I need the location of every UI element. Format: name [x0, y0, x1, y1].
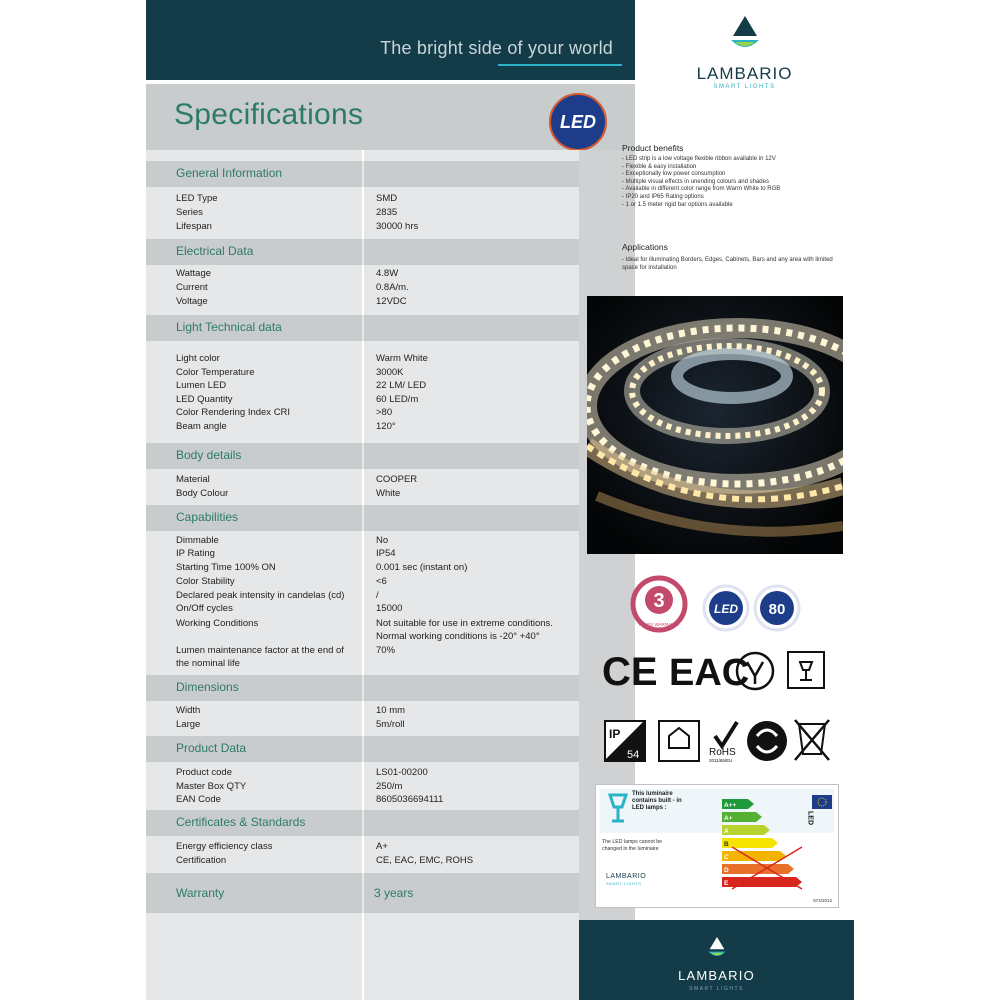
energy-label-text: This luminaire contains built - in LED lamps :	[632, 791, 682, 811]
spec-row	[146, 705, 579, 719]
spec-value: 30000 hrs	[376, 221, 419, 232]
section-title: Body details	[176, 448, 242, 462]
benefit-item: - LED strip is a low voltage flexible ribbon available in 12V	[622, 156, 776, 162]
spec-row	[146, 380, 579, 394]
spec-row	[146, 407, 579, 421]
spec-label: Dimmable	[176, 535, 219, 546]
compliance-marks	[587, 708, 843, 778]
spec-row	[146, 488, 579, 502]
section-header	[146, 736, 579, 762]
spec-value: <6	[376, 576, 387, 587]
spec-label: Declared peak intensity in candelas (cd)	[176, 590, 345, 601]
spec-label: Color Temperature	[176, 367, 255, 378]
compliance-icons	[587, 708, 843, 778]
spec-label: Working Conditions	[176, 618, 259, 629]
spec-row	[146, 221, 579, 235]
triangle-mark-icon	[747, 662, 763, 684]
section-header	[146, 505, 579, 531]
led-strip-image	[587, 296, 843, 554]
energy-label-side: LED	[806, 811, 814, 825]
spec-row	[146, 781, 579, 795]
energy-class: B	[724, 841, 729, 848]
spec-value: 22 LM/ LED	[376, 380, 427, 391]
section-divider	[362, 873, 364, 913]
ip-number: 54	[627, 749, 640, 761]
spec-label: Lumen maintenance factor at the end of the nominal life	[176, 645, 344, 669]
spec-label: Width	[176, 705, 201, 716]
spec-label: Energy efficiency class	[176, 841, 273, 852]
spec-row	[146, 719, 579, 733]
lamp-icon	[800, 662, 812, 680]
rohs-icon: RoHS	[709, 747, 736, 758]
spec-sheet	[146, 0, 854, 1000]
spec-label: Beam angle	[176, 421, 227, 432]
spec-label: IP Rating	[176, 548, 215, 559]
spec-value: 2835	[376, 207, 398, 218]
page-title: Specifications	[174, 98, 364, 131]
certification-icons	[587, 642, 843, 702]
section-divider	[362, 161, 364, 187]
spec-label: EAN Code	[176, 794, 221, 805]
energy-class: E	[724, 880, 729, 887]
led-badge-icon: LED	[546, 90, 610, 154]
spec-row	[146, 590, 579, 604]
led-icon: LED	[714, 602, 738, 616]
spec-row	[146, 394, 579, 408]
benefit-item: - Available in different color range from Warm White to RGB	[622, 186, 781, 193]
section-header	[146, 675, 579, 701]
benefit-item: - Multiple visual effects in unending colours and shades	[622, 178, 769, 185]
spec-row	[146, 193, 579, 207]
spec-row	[146, 367, 579, 381]
spec-value: SMD	[376, 193, 398, 204]
spec-label: Master Box QTY	[176, 781, 247, 792]
energy-class-scale	[722, 799, 832, 897]
energy-label-code: 874/2012	[813, 898, 832, 903]
spec-value: 10 mm	[376, 705, 406, 716]
eac-icon: EAC	[669, 652, 750, 694]
benefits-title: Product benefits	[622, 143, 684, 153]
section-title: Certificates & Standards	[176, 815, 306, 829]
spec-value: White	[376, 488, 401, 499]
spec-row	[146, 841, 579, 855]
brand-logo	[635, 0, 854, 95]
spec-label: On/Off cycles	[176, 603, 233, 614]
spec-label: Certification	[176, 855, 227, 866]
header-banner	[146, 0, 635, 80]
section-divider	[362, 810, 364, 836]
spec-value: COOPER	[376, 474, 418, 485]
spec-label: Material	[176, 474, 210, 485]
spec-row	[146, 282, 579, 296]
spec-label: Lifespan	[176, 221, 212, 232]
spec-value: /	[376, 590, 379, 601]
spec-value: Warm White	[376, 353, 428, 364]
section-title: Light Technical data	[176, 320, 282, 334]
section-header	[146, 443, 579, 469]
spec-label: Voltage	[176, 296, 208, 307]
ip-icon: IP	[609, 727, 621, 741]
badges-graphic	[587, 560, 843, 640]
brand-subtitle: SMART LIGHTS	[713, 84, 776, 90]
section-title: General Information	[176, 166, 283, 180]
energy-label-brand-sub: SMART LIGHTS	[606, 881, 642, 886]
spec-value: 15000	[376, 603, 403, 614]
spec-value: 5m/roll	[376, 719, 405, 730]
warranty-value: 3 years	[374, 886, 414, 900]
spec-row	[146, 562, 579, 576]
section-title: Capabilities	[176, 510, 239, 524]
section-header	[146, 810, 579, 836]
energy-label-brand-name: LAMBARIO	[606, 873, 647, 880]
section-divider	[362, 315, 364, 341]
spec-row	[146, 855, 579, 869]
benefit-item: - IP20 and IP65 Rating options	[622, 193, 704, 200]
energy-label	[595, 784, 839, 908]
energy-class: A++	[724, 802, 737, 809]
spec-label: Body Colour	[176, 488, 229, 499]
section-divider	[362, 239, 364, 265]
spec-row	[146, 576, 579, 590]
indoor-use-icon	[669, 728, 689, 748]
spec-value: LS01-00200	[376, 767, 428, 778]
footer-banner	[579, 920, 854, 1000]
spec-row	[146, 353, 579, 367]
spec-row	[146, 617, 579, 645]
warranty-row	[146, 873, 579, 913]
spec-value: 0.8A/m.	[376, 282, 409, 293]
feature-badges	[587, 560, 843, 640]
brand-name: LAMBARIO	[696, 64, 793, 83]
cri-icon: 80	[768, 601, 786, 618]
spec-label: Series	[176, 207, 203, 218]
spec-label: Starting Time 100% ON	[176, 562, 276, 573]
spec-value: 4.8W	[376, 268, 399, 279]
spec-row	[146, 421, 579, 435]
section-header	[146, 239, 579, 265]
spec-value: 8605036694111	[376, 794, 444, 805]
energy-class: A	[724, 828, 729, 835]
footer-brand: LAMBARIO	[678, 968, 755, 983]
section-title: Product Data	[176, 741, 247, 755]
spec-value: IP54	[376, 548, 396, 559]
spec-row	[146, 268, 579, 282]
energy-class: C	[724, 854, 729, 861]
applications	[622, 242, 842, 272]
spec-label: Color Stability	[176, 576, 235, 587]
section-divider	[362, 675, 364, 701]
tagline-underline	[498, 64, 622, 66]
tagline: The bright side of your world	[380, 38, 613, 58]
section-divider	[362, 443, 364, 469]
applications-title: Applications	[622, 242, 668, 252]
section-divider	[362, 736, 364, 762]
spec-value: No	[376, 535, 389, 546]
spec-value: 3000K	[376, 367, 404, 378]
applications-text: - Ideal for illuminating Borders, Edges, Cabinets, Bars and any area with limited space for installation	[622, 257, 833, 271]
lambario-logo-icon	[706, 934, 728, 962]
spec-row	[146, 296, 579, 310]
certification-marks	[587, 642, 843, 702]
energy-label-brand	[606, 873, 646, 887]
product-benefits	[622, 143, 842, 209]
warranty-years: 3	[653, 590, 665, 612]
spec-value: 70%	[376, 645, 396, 656]
spec-value: 12VDC	[376, 296, 407, 307]
spec-label: Color Rendering Index CRI	[176, 407, 291, 418]
spec-label: Lumen LED	[176, 380, 227, 391]
product-photo	[587, 296, 843, 554]
spec-value: 60 LED/m	[376, 394, 419, 405]
benefit-item: - 1 or 1.5 meter rigid bar options available	[622, 201, 733, 208]
section-divider	[362, 505, 364, 531]
spec-value: 250/m	[376, 781, 403, 792]
spec-label: LED Type	[176, 193, 218, 204]
rohs-check-icon	[715, 722, 737, 746]
section-header	[146, 315, 579, 341]
energy-label-note: The LED lamps cannot be changed in the luminaire	[602, 839, 662, 852]
spec-row	[146, 603, 579, 617]
spec-row	[146, 548, 579, 562]
spec-row	[146, 474, 579, 488]
benefit-item: - Exceptionally low power consumption	[622, 171, 726, 178]
rohs-sub: 2011/65/EU	[709, 758, 733, 763]
spec-row	[146, 207, 579, 221]
ce-icon: CE	[602, 650, 658, 694]
section-header	[146, 161, 579, 187]
benefit-item: - Flexible & easy installation	[622, 163, 697, 170]
energy-class: D	[724, 867, 729, 874]
spec-label: Current	[176, 282, 208, 293]
spec-label: LED Quantity	[176, 394, 233, 405]
warranty-badge-text: YEARS WARRANTY	[637, 622, 681, 627]
energy-class: A+	[724, 815, 733, 822]
spec-label: Light color	[176, 353, 220, 364]
lambario-logo-icon	[727, 14, 763, 54]
spec-label: Product code	[176, 767, 232, 778]
spec-row	[146, 644, 579, 672]
spec-value: CE, EAC, EMC, ROHS	[376, 855, 474, 866]
spec-row	[146, 794, 579, 808]
spec-value: A+	[376, 841, 388, 852]
section-title: Electrical Data	[176, 244, 254, 258]
spec-value: Not suitable for use in extreme conditions. Normal working conditions is -20° +40°	[376, 618, 553, 642]
spec-value: >80	[376, 407, 393, 418]
spec-row	[146, 767, 579, 781]
spec-label: Wattage	[176, 268, 212, 279]
spec-value: 0.001 sec (instant on)	[376, 562, 468, 573]
spec-row	[146, 535, 579, 549]
spec-label: Large	[176, 719, 201, 730]
warranty-label: Warranty	[176, 886, 225, 900]
footer-brand-sub: SMART LIGHTS	[689, 986, 744, 992]
section-title: Dimensions	[176, 680, 239, 694]
spec-value: 120°	[376, 421, 396, 432]
